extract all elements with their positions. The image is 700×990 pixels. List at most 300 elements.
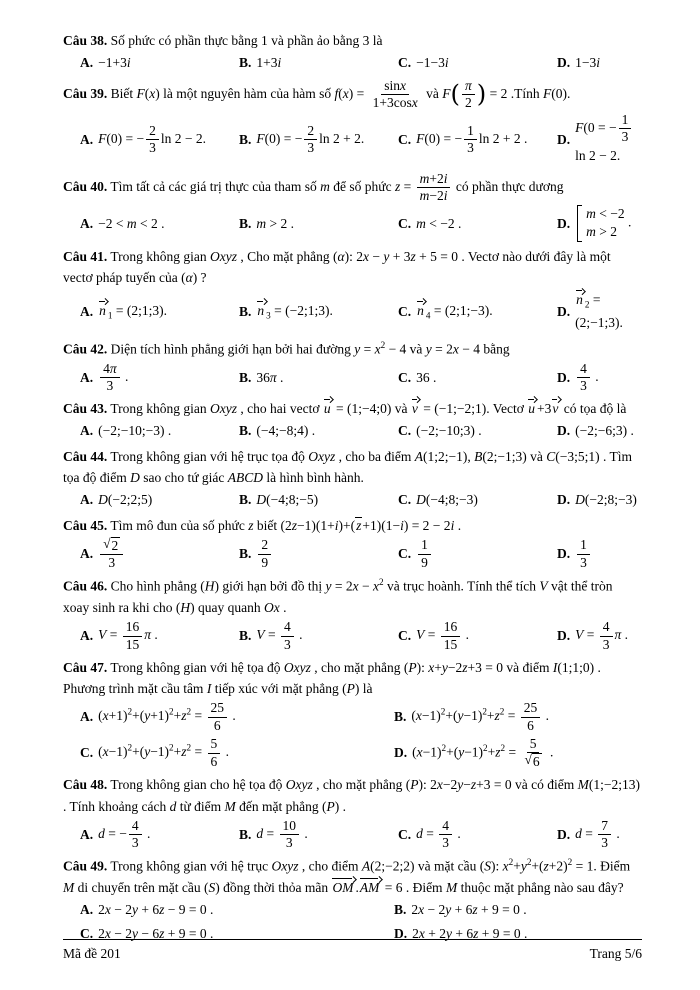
italic-text: π: [144, 627, 152, 643]
question-cau-45: [63, 515, 642, 572]
option-content: [575, 537, 592, 570]
option-content: F(0) = − $\frac{2}{3}$ ln 2 + 2.: [256, 122, 365, 155]
denominator: 6: [527, 717, 534, 733]
italic-text: P: [346, 681, 355, 697]
option-label: C.: [80, 745, 94, 761]
fraction: [439, 818, 452, 851]
italic-text: M: [63, 880, 75, 896]
superscript: 2: [169, 742, 174, 753]
italic-text: V: [98, 627, 107, 643]
question-cau-44: [63, 446, 642, 511]
italic-text: i: [596, 55, 601, 71]
cau-45-option-A: [80, 537, 235, 571]
option-label: B.: [239, 492, 252, 508]
option-label: A.: [80, 423, 94, 439]
italic-text: i: [443, 187, 448, 203]
italic-text: y: [425, 341, 432, 357]
option-content: V = $\frac{4}{3}$ π .: [575, 619, 629, 652]
italic-text: D: [416, 492, 426, 508]
numerator: 5: [208, 736, 221, 753]
fraction: [619, 112, 632, 145]
cau-49-stem: Câu 49. Trong không gian với hệ trục Oxyz , cho điểm A(2;−2;2) và mặt cầu (S): $x^2+y^2+(z+2)^2 = 1$. Điểm M di chuyển trên mặt cầu (S) đồng thời thỏa mãn OM .AM = 6 . Điểm M thuộc mặt phẳng nào sau đây?: [63, 857, 631, 896]
fraction: [577, 361, 590, 394]
italic-text: m: [320, 178, 330, 194]
bold-text: Câu 48.: [63, 777, 108, 793]
italic-text: I: [552, 659, 558, 675]
vector-arrow: n: [99, 302, 106, 318]
italic-text: I: [206, 681, 212, 697]
subscript: 3: [266, 310, 271, 321]
option-content: 36π .: [256, 369, 284, 385]
option-content: V = $\frac{4}{3}$ .: [256, 619, 303, 652]
italic-text: z: [543, 858, 549, 874]
option-label: A.: [80, 131, 94, 147]
cau-46-option-A: [80, 619, 235, 652]
option-label: A.: [80, 215, 94, 231]
exam-code: Mã đề 201: [63, 945, 121, 961]
vector: [359, 880, 382, 895]
italic-text: π: [464, 77, 472, 93]
italic-text: H: [180, 600, 191, 616]
denominator: 3: [602, 636, 610, 652]
denominator: 3: [284, 636, 291, 652]
cau-40-option-D: [557, 205, 642, 241]
italic-text: y: [520, 858, 527, 874]
option-label: B.: [239, 369, 252, 385]
italic-text: P: [326, 798, 335, 814]
denominator: 2: [464, 94, 472, 110]
numerator: 2: [146, 123, 159, 140]
option-content: 1−3i: [575, 55, 601, 71]
italic-text: Oxyz: [210, 400, 238, 416]
cau-48-option-A: [80, 818, 235, 851]
option-content: d = $\frac{4}{3}$ .: [416, 817, 461, 851]
numerator: 4: [281, 619, 294, 636]
option-label: D.: [557, 492, 571, 508]
denominator: 9: [421, 554, 428, 570]
option-label: C.: [398, 303, 412, 319]
italic-text: π: [109, 360, 117, 376]
italic-text: V: [416, 627, 425, 643]
italic-text: y: [458, 744, 465, 760]
superscript: 2: [186, 706, 192, 717]
cau-48-options: [63, 818, 642, 851]
option-label: C.: [398, 546, 412, 562]
cau-40-options: [63, 205, 642, 241]
italic-text: F: [416, 130, 425, 146]
bold-text: Câu 38.: [63, 33, 108, 48]
italic-text: x: [418, 925, 425, 941]
option-content: (−4;−8;4) .: [256, 423, 316, 439]
bold-text: Câu 43.: [63, 400, 108, 416]
option-content: 4 π 3 .: [98, 361, 128, 394]
option-content: $(x-1)^2+(y-1)^2+z^2$ = $\frac{25}{6}$ .: [411, 700, 550, 733]
cau-48-option-B: [239, 818, 394, 851]
radicand: 6: [532, 754, 540, 770]
cau-48-option-D: [557, 818, 642, 851]
question-cau-43: [63, 398, 642, 442]
fraction: [100, 361, 120, 394]
italic-text: C: [546, 448, 556, 464]
italic-text: z: [462, 659, 468, 675]
numerator: 4: [129, 818, 142, 835]
cau-46-stem: Câu 46. Cho hình phẳng (H) giới hạn bởi đồ thị $y = 2x - x^2$ và trục hoành. Tính thể tích V vật thể tròn xoay sinh ra khi cho (H) quay quanh Ox .: [63, 577, 613, 616]
italic-text: m: [126, 215, 137, 231]
cau-38-option-B: [239, 52, 394, 73]
fraction: [462, 78, 475, 111]
denominator: 3: [285, 835, 293, 851]
option-label: D.: [394, 745, 408, 761]
bold-text: Câu 44.: [63, 448, 108, 464]
page-footer: [63, 939, 642, 964]
question-cau-49: [63, 855, 642, 944]
bold-text: Câu 45.: [63, 517, 108, 533]
option-content: 2x − 2y − 6z + 9 = 0 .: [98, 925, 214, 941]
italic-text: x: [342, 85, 349, 101]
cau-49-option-A: [80, 899, 390, 920]
denominator: 3: [149, 139, 156, 155]
superscript: 2: [500, 742, 506, 753]
cau-45-options: [63, 537, 642, 571]
option-label: C.: [398, 55, 412, 71]
cau-44-stem: Câu 44. Trong không gian với hệ trục tọa độ Oxyz , cho ba điểm A(1;2;−1), B(2;−1;3) và C(−3;5;1) . Tìm tọa độ điểm D sao cho tứ giác ABCD là hình bình hành.: [63, 448, 632, 485]
italic-text: Oxyz: [285, 777, 313, 793]
italic-text: m: [586, 206, 596, 222]
vector: [331, 880, 355, 895]
vector: [527, 401, 537, 416]
italic-text: D: [575, 492, 585, 508]
option-label: C.: [80, 925, 94, 941]
option-content: 1+3i: [256, 55, 282, 71]
vector-arrow: AM: [359, 880, 380, 896]
bold-text: Câu 41.: [63, 248, 108, 264]
superscript: 2: [186, 742, 192, 753]
cau-47-option-C: [80, 736, 390, 770]
option-content: m < −2 m > 2 .: [575, 205, 631, 241]
superscript: 2: [127, 706, 133, 717]
cau-39-option-C: [398, 112, 553, 167]
option-content: n $_2$ = (2;−1;3).: [575, 292, 623, 331]
numerator: 10: [280, 818, 300, 835]
option-content: m < −2 .: [416, 215, 462, 231]
cau-43-option-D: [557, 420, 642, 441]
case-line: m < −2: [586, 206, 625, 222]
italic-text: m: [419, 187, 430, 203]
case-line: m > 2: [586, 224, 617, 240]
italic-text: V: [575, 627, 584, 643]
numerator: 25: [521, 700, 541, 717]
conjugate-bar: z: [356, 517, 362, 533]
numerator: [100, 537, 123, 555]
italic-text: x: [102, 708, 109, 724]
cau-44-option-B: [239, 489, 394, 510]
cau-39-options: [63, 112, 642, 167]
italic-text: x: [374, 341, 381, 357]
option-content: $(x+1)^2+(y+1)^2+z^2$ = $\frac{25}{6}$ .: [98, 700, 236, 733]
cau-44-option-A: [80, 489, 235, 510]
option-content: (−2;−10;3) .: [416, 423, 482, 439]
italic-text: H: [204, 578, 215, 594]
option-content: V = $\frac{16}{15}$ .: [416, 619, 469, 652]
italic-text: F: [136, 85, 145, 101]
option-label: A.: [80, 546, 94, 562]
denominator: 3: [580, 554, 587, 570]
numerator: sin x: [381, 78, 409, 95]
cau-40-option-C: [398, 205, 553, 241]
cau-41-option-B: [239, 289, 394, 334]
cau-40-stem: Câu 40. Tìm tất cả các giá trị thực của tham số m để số phức z = m +2 i m −2 i có phần thực dương: [63, 170, 564, 203]
option-content: 36 .: [416, 369, 437, 385]
superscript: 2: [127, 742, 133, 753]
vector-arrow: v: [411, 400, 418, 416]
cau-40-option-B: [239, 205, 394, 241]
option-content: 2x + 2y + 6z + 9 = 0 .: [412, 925, 528, 941]
option-content: F(0) = − $\frac{2}{3}$ ln 2 − 2.: [98, 122, 206, 155]
question-cau-46: [63, 575, 642, 653]
cau-41-options: [63, 289, 642, 334]
cau-38-stem: Câu 38. Số phức có phần thực bằng 1 và phần ảo bằng 3 là: [63, 33, 383, 48]
italic-text: z: [291, 517, 297, 533]
numerator: 1: [577, 537, 590, 554]
fraction: [208, 736, 221, 769]
fraction: [600, 619, 613, 652]
option-label: A.: [80, 709, 94, 725]
cau-47-option-A: [80, 700, 390, 733]
option-label: D.: [557, 215, 571, 231]
vector: [575, 292, 590, 310]
italic-text: x: [452, 341, 459, 357]
question-cau-47: [63, 657, 642, 770]
italic-text: z: [472, 902, 478, 918]
cau-38-option-C: [398, 52, 553, 73]
numerator: 16: [123, 619, 143, 636]
fraction: [304, 123, 317, 156]
italic-text: x: [415, 708, 422, 724]
cau-45-option-D: [557, 537, 642, 571]
italic-text: V: [256, 627, 265, 643]
italic-text: z: [473, 925, 479, 941]
vector-arrow: n: [257, 302, 265, 318]
option-content: d = − $\frac{4}{3}$ .: [98, 817, 151, 851]
option-content: [416, 537, 433, 570]
subscript: 1: [107, 310, 113, 321]
italic-text: z: [248, 517, 254, 533]
cau-46-option-B: [239, 619, 394, 652]
italic-text: x: [436, 777, 443, 793]
vector-arrow: n: [576, 292, 583, 308]
square-root: [525, 753, 542, 770]
italic-text: π: [269, 369, 277, 385]
superscript: 2: [441, 742, 447, 753]
option-content: −1−3i: [416, 55, 449, 71]
system-bracket: [577, 205, 624, 241]
radical-sign: √: [103, 535, 111, 551]
denominator: 3: [442, 835, 449, 851]
superscript: 2: [483, 742, 488, 753]
option-content: n $_4$ = (2;1;−3).: [417, 302, 493, 321]
cau-41-stem: Câu 41. Trong không gian Oxyz , Cho mặt phẳng (α): 2x − y + 3z + 5 = 0 . Vectơ nào dưới đây là một vectơ pháp tuyến của (α) ?: [63, 248, 611, 285]
italic-text: y: [144, 744, 151, 760]
option-content: D(−2;8;−3): [575, 492, 637, 508]
italic-text: Oxyz: [308, 448, 336, 464]
italic-text: ABCD: [227, 469, 264, 485]
fraction: [129, 818, 142, 851]
italic-text: α: [185, 269, 193, 285]
italic-text: A: [361, 858, 371, 874]
italic-text: Oxyz: [210, 248, 238, 264]
italic-text: M: [224, 798, 236, 814]
option-label: B.: [239, 215, 252, 231]
italic-text: i: [444, 55, 449, 71]
subscript: 4: [425, 310, 431, 321]
bold-text: Câu 46.: [63, 578, 108, 594]
italic-text: m: [256, 215, 267, 231]
bold-text: Câu 49.: [63, 858, 108, 874]
italic-text: D: [256, 492, 267, 508]
paren-content: [460, 78, 477, 111]
vector-arrow: OM: [332, 880, 354, 896]
italic-text: A: [414, 448, 424, 464]
bold-text: Câu 42.: [63, 341, 108, 357]
vector: [323, 401, 333, 416]
option-content: m > 2 .: [256, 215, 295, 231]
option-label: C.: [398, 423, 412, 439]
fraction: [370, 78, 421, 111]
vector: [98, 302, 113, 321]
square-root: [103, 537, 120, 554]
fraction: [441, 619, 461, 652]
cau-43-option-B: [239, 420, 394, 441]
denominator: 3: [621, 129, 629, 145]
option-content: $(x-1)^2+(y-1)^2+z^2$ = $\frac{5}{6}$ .: [98, 736, 229, 769]
cau-44-option-C: [398, 489, 553, 510]
italic-text: B: [474, 448, 483, 464]
option-label: B.: [394, 902, 407, 918]
cau-42-option-B: [239, 361, 394, 394]
italic-text: z: [410, 248, 416, 264]
cau-38-option-A: [80, 52, 235, 73]
option-content: D(−4;8;−3): [416, 492, 478, 508]
option-content: −1+3i: [98, 55, 131, 71]
cau-47-option-B: [394, 700, 642, 733]
italic-text: d: [98, 825, 105, 841]
italic-text: D: [130, 469, 140, 485]
superscript: 2: [526, 857, 532, 868]
option-content: (−2;−6;3) .: [575, 423, 634, 439]
italic-text: y: [441, 659, 448, 675]
superscript: 2: [499, 706, 505, 717]
denominator: 6: [213, 717, 221, 733]
cau-42-options: [63, 361, 642, 394]
question-cau-48: [63, 774, 642, 851]
italic-text: z: [495, 744, 501, 760]
question-cau-42: [63, 338, 642, 394]
cau-46-option-D: [557, 619, 642, 652]
option-content: 2x − 2y + 6z + 9 = 0 .: [411, 902, 527, 918]
option-label: C.: [398, 492, 412, 508]
option-content: d = $\frac{10}{3}$ .: [256, 817, 308, 851]
cau-49-option-B: [394, 899, 642, 920]
italic-text: i: [126, 55, 131, 71]
superscript: 2: [379, 577, 384, 588]
option-content: (−2;−10;−3) .: [98, 423, 172, 439]
vector-arrow: u: [528, 400, 535, 416]
italic-text: y: [132, 902, 138, 918]
denominator: 3: [106, 377, 114, 393]
option-label: D.: [394, 925, 408, 941]
option-content: d = $\frac{7}{3}$ .: [575, 817, 620, 851]
italic-text: z: [494, 708, 500, 724]
option-label: C.: [398, 826, 412, 842]
cau-47-options: [63, 700, 642, 770]
denominator: 15: [443, 636, 458, 652]
cau-46-option-C: [398, 619, 553, 652]
cau-48-stem: Câu 48. Trong không gian cho hệ tọa độ Oxyz , cho mặt phẳng (P): 2x−2y−z+3 = 0 và có điểm M(1;−2;13) . Tính khoảng cách d từ điểm M đến mặt phẳng (P) .: [63, 777, 640, 814]
fraction: [146, 123, 159, 156]
numerator: 1: [464, 123, 477, 140]
superscript: 2: [508, 857, 514, 868]
italic-text: P: [410, 777, 419, 793]
cau-45-stem: Câu 45. Tìm mô đun của số phức z biết (2z−1)(1+i)+(z+1)(1−i) = 2 − 2i .: [63, 517, 462, 533]
option-label: D.: [557, 628, 571, 644]
italic-text: i: [443, 170, 448, 186]
cau-43-option-A: [80, 420, 235, 441]
option-content: F(0) = − $\frac{1}{3}$ ln 2 + 2 .: [416, 122, 528, 155]
cau-39-option-A: [80, 112, 235, 167]
cau-42-option-D: [557, 361, 642, 394]
italic-text: x: [102, 744, 109, 760]
cau-47-stem: Câu 47. Trong không gian với hệ tọa độ Oxyz , cho mặt phẳng (P): x+y−2z+3 = 0 và điểm I(1;1;0) . Phương trình mặt cầu tâm I tiếp xúc với mặt phẳng (P) là: [63, 659, 601, 697]
question-cau-41: [63, 246, 642, 334]
option-content: $(x-1)^2+(y-1)^2+z^2$ = 5 √ 6 .: [412, 735, 554, 770]
option-label: D.: [557, 55, 571, 71]
option-label: B.: [239, 628, 252, 644]
cau-42-option-C: [398, 361, 553, 394]
italic-text: x: [411, 94, 418, 110]
vector: [416, 302, 431, 321]
cau-41-option-C: [398, 289, 553, 334]
italic-text: z: [181, 708, 187, 724]
cau-42-stem: Câu 42. Diện tích hình phẳng giới hạn bởi hai đường $y = x^2 - 4$ và y = 2x − 4 bằng: [63, 339, 510, 357]
option-label: D.: [557, 131, 571, 147]
italic-text: y: [354, 341, 361, 357]
cau-42-option-A: [80, 361, 235, 394]
italic-text: M: [445, 880, 458, 896]
italic-text: d: [416, 825, 423, 841]
vector: [411, 401, 420, 416]
denominator: 15: [125, 636, 140, 652]
italic-text: π: [614, 627, 622, 643]
option-content: D(−2;2;5): [98, 492, 153, 508]
denominator: 3: [580, 377, 587, 393]
denominator: [522, 753, 545, 770]
denominator: 3: [131, 835, 139, 851]
italic-text: z: [159, 925, 165, 941]
option-label: D.: [557, 826, 571, 842]
option-label: A.: [80, 492, 94, 508]
vector-arrow: v: [552, 400, 559, 416]
case-column: [586, 205, 624, 241]
cau-38-option-D: [557, 52, 642, 73]
option-label: B.: [239, 423, 252, 439]
italic-text: x: [352, 578, 359, 594]
cau-44-option-D: [557, 489, 642, 510]
numerator: 16: [441, 619, 461, 636]
subscript: 2: [584, 299, 590, 310]
italic-text: y: [325, 578, 332, 594]
italic-text: y: [132, 925, 138, 941]
option-content: D(−4;8;−5): [256, 492, 319, 508]
